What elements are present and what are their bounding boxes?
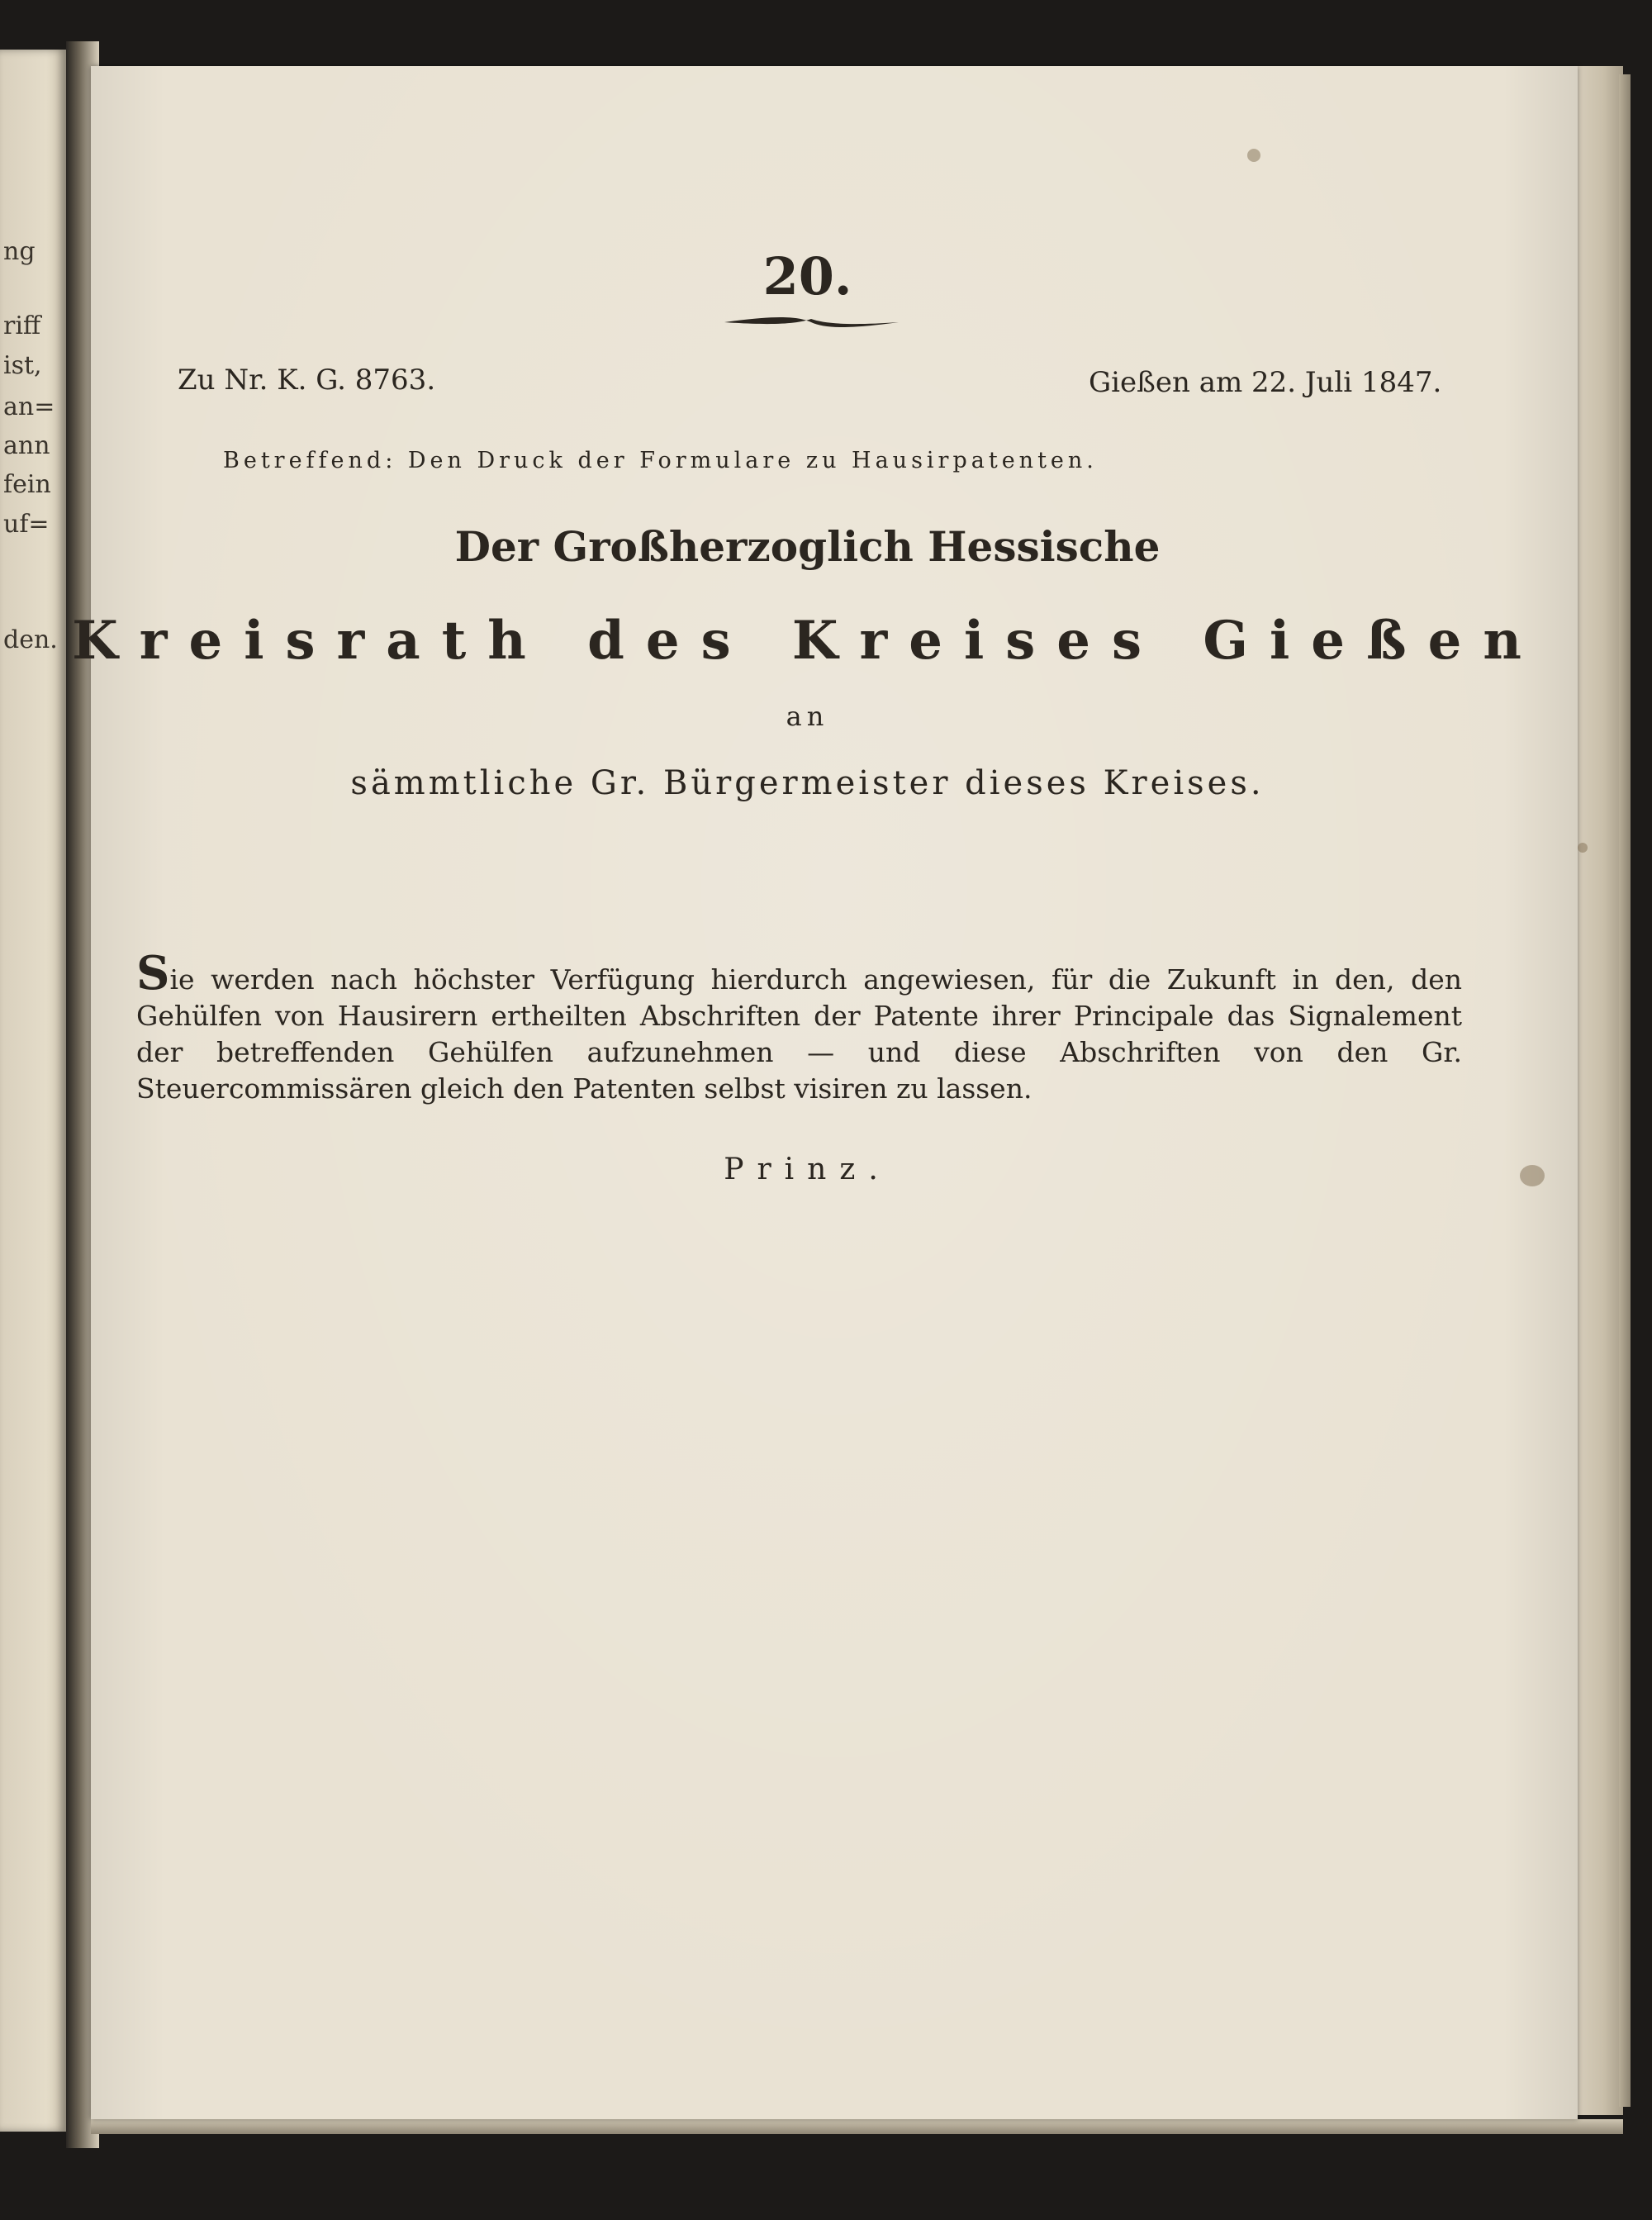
page-edge-shadow bbox=[1619, 74, 1631, 2107]
paper-speck bbox=[1247, 149, 1260, 162]
recipient-line: sämmtliche Gr. Bürgermeister dieses Kreises. bbox=[350, 764, 1265, 802]
initial-letter: S bbox=[136, 946, 170, 1001]
signature: Prinz. bbox=[724, 1153, 891, 1186]
page-bottom-edge bbox=[91, 2119, 1623, 2134]
body-text: ie werden nach höchster Verfügung hierdurch angewiesen, für die Zukunft in den, den Gehülfen von Hausirern ertheilten Abschriften der Patente ihrer Principale das Signalement der betreffenden Gehülfen aufzunehmen — und diese Abschriften von den Gr. Steuercommissären gleich den Patenten selbst visiren zu lassen. bbox=[136, 963, 1462, 1105]
issuer-title: Kreisrath des Kreises Gießen bbox=[72, 610, 1543, 672]
paper-speck bbox=[1578, 843, 1588, 853]
left-fragment: fein bbox=[3, 470, 51, 499]
body-paragraph bbox=[136, 946, 1462, 1107]
left-fragment: an= bbox=[3, 392, 55, 421]
document-number: 20. bbox=[762, 246, 852, 307]
left-fragment: den. bbox=[3, 625, 58, 654]
left-facing-page bbox=[0, 50, 66, 2132]
left-fragment: riff bbox=[3, 311, 41, 340]
issuer-heading: Der Großherzoglich Hessische bbox=[454, 522, 1161, 571]
place-and-date: Gießen am 22. Juli 1847. bbox=[1089, 366, 1442, 399]
left-fragment: uf= bbox=[3, 510, 50, 539]
reference-number: Zu Nr. K. G. 8763. bbox=[178, 364, 436, 397]
left-fragment: ng bbox=[3, 237, 36, 266]
flourish-ornament bbox=[723, 312, 900, 332]
left-fragment: ann bbox=[3, 431, 50, 460]
left-fragment: ist, bbox=[3, 351, 42, 380]
address-word: an bbox=[786, 701, 829, 732]
subject-line: Betreffend: Den Druck der Formulare zu Hausirpatenten. bbox=[223, 448, 1098, 473]
page-edge bbox=[1574, 66, 1623, 2115]
